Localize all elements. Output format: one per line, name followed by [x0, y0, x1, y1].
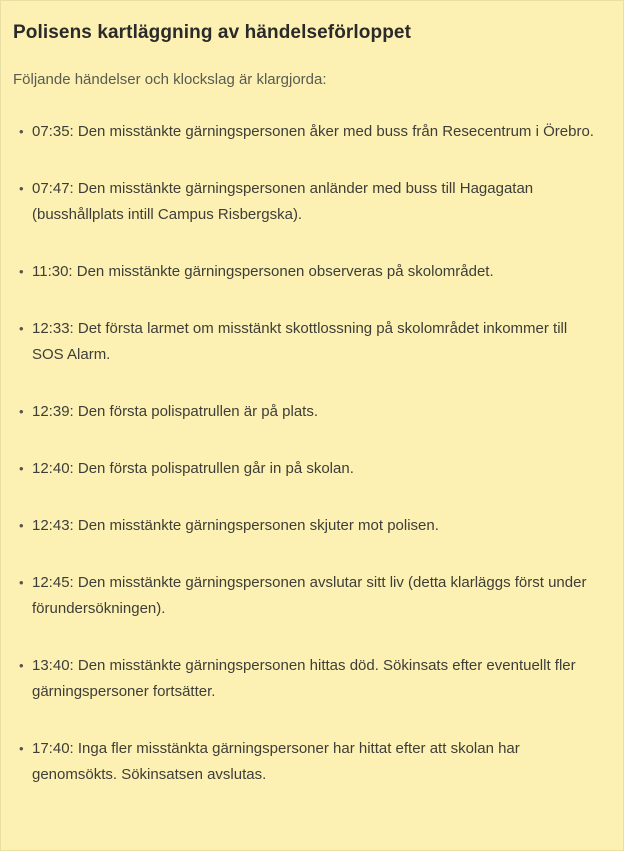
event-item: • 12:39: Den första polispatrullen är på plats.: [13, 399, 599, 425]
event-item: • 12:40: Den första polispatrullen går in på skolan.: [13, 456, 599, 482]
event-timeline-list: [13, 119, 599, 788]
event-item: • 13:40: Den misstänkte gärningspersonen hittas död. Sökinsats efter eventuellt fler gärningspersoner fortsätter.: [13, 653, 599, 705]
event-item: • 07:47: Den misstänkte gärningspersonen anländer med buss till Hagagatan (busshållplats intill Campus Risbergska).: [13, 176, 599, 228]
event-item: • 07:35: Den misstänkte gärningspersonen åker med buss från Resecentrum i Örebro.: [13, 119, 599, 145]
event-item: • 12:33: Det första larmet om misstänkt skottlossning på skolområdet inkommer till SOS Alarm.: [13, 316, 599, 368]
event-item: • 12:45: Den misstänkte gärningspersonen avslutar sitt liv (detta klarläggs först under förundersökningen).: [13, 570, 599, 622]
event-item: • 17:40: Inga fler misstänkta gärningspersoner har hittat efter att skolan har genomsökts. Sökinsatsen avslutas.: [13, 736, 599, 788]
fact-box-intro: Följande händelser och klockslag är klargjorda:: [13, 70, 327, 88]
event-item: • 12:43: Den misstänkte gärningspersonen skjuter mot polisen.: [13, 513, 599, 539]
fact-box-title: Polisens kartläggning av händelseförloppet: [13, 22, 412, 43]
event-item: • 11:30: Den misstänkte gärningspersonen observeras på skolområdet.: [13, 259, 599, 285]
